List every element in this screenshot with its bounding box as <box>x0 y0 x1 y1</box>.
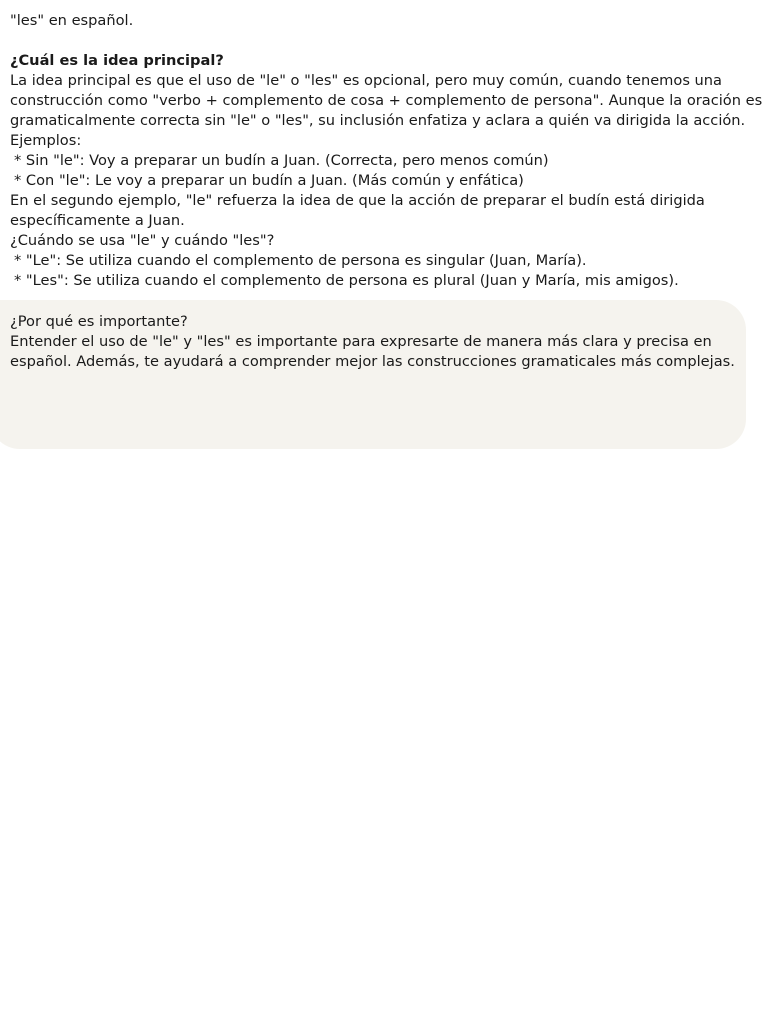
bubble-text <box>0 312 768 372</box>
main-idea-line: La idea principal es que el uso de "le" o "les" es opcional, pero muy común, cuando tenemos una <box>10 72 723 89</box>
main-idea-heading: ¿Cuál es la idea principal? <box>10 52 224 69</box>
main-idea-line: gramaticalmente correcta sin "le" o "les", su inclusión enfatiza y aclara a quién va dirigida la acción. <box>10 112 746 129</box>
example-item: * Sin "le": Voy a preparar un budín a Juan. (Correcta, pero menos común) <box>14 152 549 169</box>
importance-line: Entender el uso de "le" y "les" es importante para expresarte de manera más clara y precisa en <box>10 333 712 350</box>
importance-question: ¿Por qué es importante? <box>10 313 188 330</box>
importance-line: español. Además, te ayudará a comprender mejor las construcciones gramaticales más complejas. <box>10 353 735 370</box>
usage-item: * "Les": Se utiliza cuando el complemento de persona es plural (Juan y María, mis amigos). <box>14 272 679 289</box>
usage-question: ¿Cuándo se usa "le" y cuándo "les"? <box>10 232 275 249</box>
explanation-line: específicamente a Juan. <box>10 212 185 229</box>
explanation-line: En el segundo ejemplo, "le" refuerza la idea de que la acción de preparar el budín está dirigida <box>10 192 705 209</box>
spacer <box>0 31 768 51</box>
assistant-message <box>0 11 768 291</box>
main-idea-line: construcción como "verbo + complemento de cosa + complemento de persona". Aunque la oración es <box>10 92 763 109</box>
intro-line: "les" en español. <box>10 12 134 29</box>
examples-label: Ejemplos: <box>10 132 82 149</box>
usage-item: * "Le": Se utiliza cuando el complemento de persona es singular (Juan, María). <box>14 252 587 269</box>
example-item: * Con "le": Le voy a preparar un budín a Juan. (Más común y enfática) <box>14 172 524 189</box>
